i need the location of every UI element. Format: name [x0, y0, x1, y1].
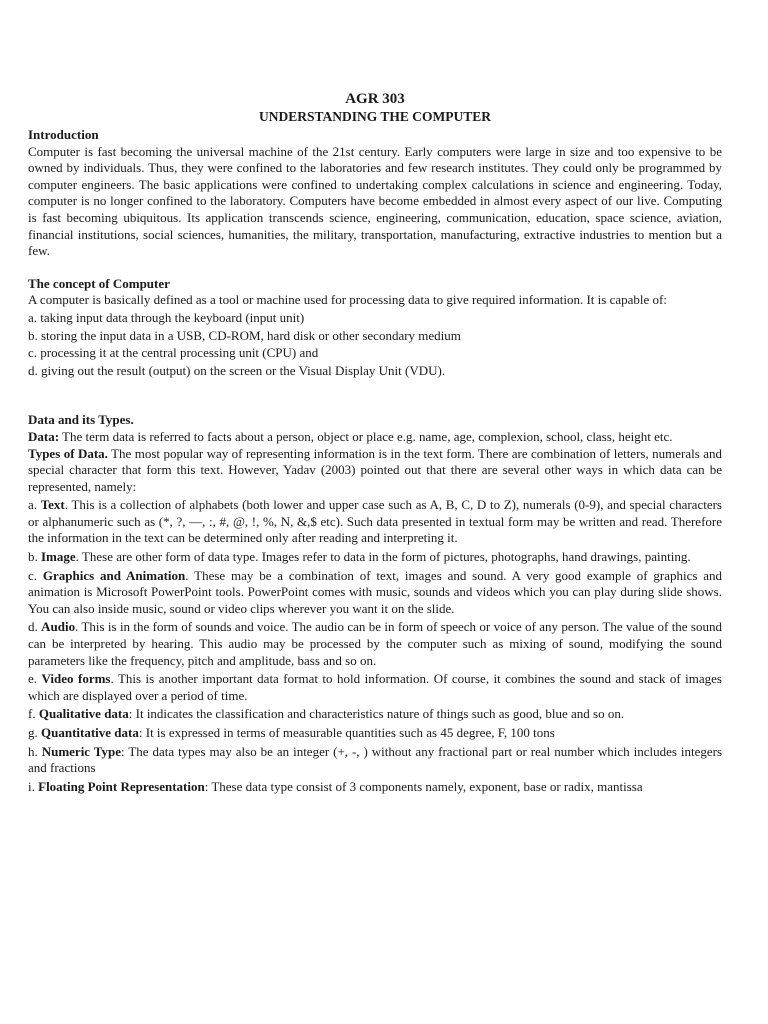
data-type-prefix: i.	[28, 778, 39, 794]
data-type-description: : It is expressed in terms of measurable quantities such as 45 degree, F, 100 tons	[138, 725, 555, 740]
data-type-list	[28, 497, 722, 795]
data-type-item	[28, 497, 722, 547]
data-type-prefix: e.	[28, 671, 42, 687]
concept-heading: The concept of Computer	[28, 275, 170, 291]
data-type-term: Qualitative data	[38, 706, 129, 722]
data-type-item	[28, 725, 722, 742]
data-type-prefix: f.	[28, 706, 39, 722]
data-type-item	[28, 619, 722, 669]
concept-paragraph: A computer is basically defined as a tool or machine used for processing data to give required information. It is capable of:	[28, 292, 667, 308]
data-type-prefix: g.	[28, 725, 41, 740]
data-type-item	[28, 549, 722, 566]
data-type-prefix: c.	[28, 567, 43, 583]
introduction-paragraph: Computer is fast becoming the universal machine of the 21st century. Early computers were large in size and too expensive to be owned by individuals. Thus, they were confined to the laboratories and few research institutes. They could only be programmed by computer engineers. The basic applications were confined to undertaking complex calculations in science and engineering. Today, computer is no longer confined to the laboratory. Computers have become embedded in almost every aspect of our live. Computing is fast becoming ubiquitous. Its application transcends science, engineering, communication, education, space science, aviation, financial institutions, social sciences, humanities, the military, transportation, manufacturing, extractive industries to mention but a few.	[28, 143, 722, 259]
concept-list-item: d. giving out the result (output) on the screen or the Visual Display Unit (VDU).	[28, 362, 446, 378]
data-type-description: . This is a collection of alphabets (both lower and upper case such as A, B, C, D to Z), numerals (0-9), and special characters or alphanumeric such as (*, ?, —, :, #, @, !, %, N, &,$ etc). Such data presented in textual form may be written and read. Therefore the information in the text can be determined only after reading and interpreting it.	[28, 497, 722, 546]
course-code-title: AGR 303	[345, 91, 405, 107]
data-definition-text: The term data is referred to facts about a person, object or place e.g. name, age, complexion, school, class, height etc.	[59, 428, 673, 444]
concept-list-item: b. storing the input data in a USB, CD-ROM, hard disk or other secondary medium	[28, 327, 461, 343]
data-type-item	[28, 779, 722, 796]
data-type-term: Floating Point Representation	[38, 778, 205, 794]
types-of-data-paragraph	[28, 446, 722, 496]
introduction-heading: Introduction	[28, 127, 99, 142]
data-type-description: : These data type consist of 3 components namely, exponent, base or radix, mantissa	[204, 778, 643, 794]
data-type-description: . This is in the form of sounds and voice. The audio can be in form of speech or voice of any person. The value of the sound can be interpreted by hearing. This audio may be processed by the computer such as mixing of sound, modifying the sound parameters like the frequency, pitch and amplitude, bass and so on.	[28, 619, 722, 668]
data-type-item	[28, 568, 722, 618]
data-type-term: Video forms	[41, 671, 111, 687]
data-type-description: . These are other form of data type. Images refer to data in the form of pictures, photographs, hand drawings, painting.	[75, 549, 691, 565]
data-type-term: Quantitative data	[41, 725, 139, 740]
data-type-term: Image	[41, 549, 76, 565]
data-type-term: Graphics and Animation	[42, 567, 186, 583]
types-of-data-term: Types of Data.	[28, 445, 108, 461]
data-type-description: . These may be a combination of text, images and sound. A very good example of graphics and animation is Microsoft PowerPoint tools. PowerPoint comes with music, sounds and videos which you can play during slide shows. You can also inside music, sound or video clips wherever you want it on the slide.	[28, 567, 722, 616]
data-type-item	[28, 671, 722, 704]
data-type-item	[28, 744, 722, 777]
data-type-prefix: d.	[28, 619, 42, 635]
data-type-item	[28, 706, 722, 723]
types-of-data-text: The most popular way of representing information is in the text form. There are combination of letters, numerals and special character that form this text. However, Yadav (2003) pointed out that there are several other ways in which data can be represented, namely:	[28, 445, 722, 494]
data-type-term: Audio	[41, 619, 76, 635]
data-types-heading: Data and its Types.	[28, 412, 134, 428]
document-subtitle: UNDERSTANDING THE COMPUTER	[258, 109, 492, 124]
data-type-prefix: b.	[28, 549, 41, 565]
concept-list-item: c. processing it at the central processing unit (CPU) and	[28, 345, 319, 361]
document-page	[28, 90, 722, 795]
concept-list-item: a. taking input data through the keyboard (input unit)	[28, 309, 305, 325]
data-type-term: Text	[40, 497, 65, 513]
data-term: Data:	[28, 428, 60, 444]
data-type-description: . This is another important data format to hold information. Of course, it combines the sound and stack of images which are displayed over a period of time.	[28, 671, 722, 703]
data-definition-paragraph	[28, 429, 722, 446]
data-type-description: : It indicates the classification and characteristics nature of things such as good, blue and so on.	[128, 706, 625, 722]
data-type-prefix: a.	[28, 497, 41, 513]
data-type-prefix: h.	[28, 743, 42, 759]
data-type-description: : The data types may also be an integer (+, -, ) without any fractional part or real number which includes integers and fractions	[28, 743, 723, 776]
data-type-term: Numeric Type	[41, 743, 121, 759]
